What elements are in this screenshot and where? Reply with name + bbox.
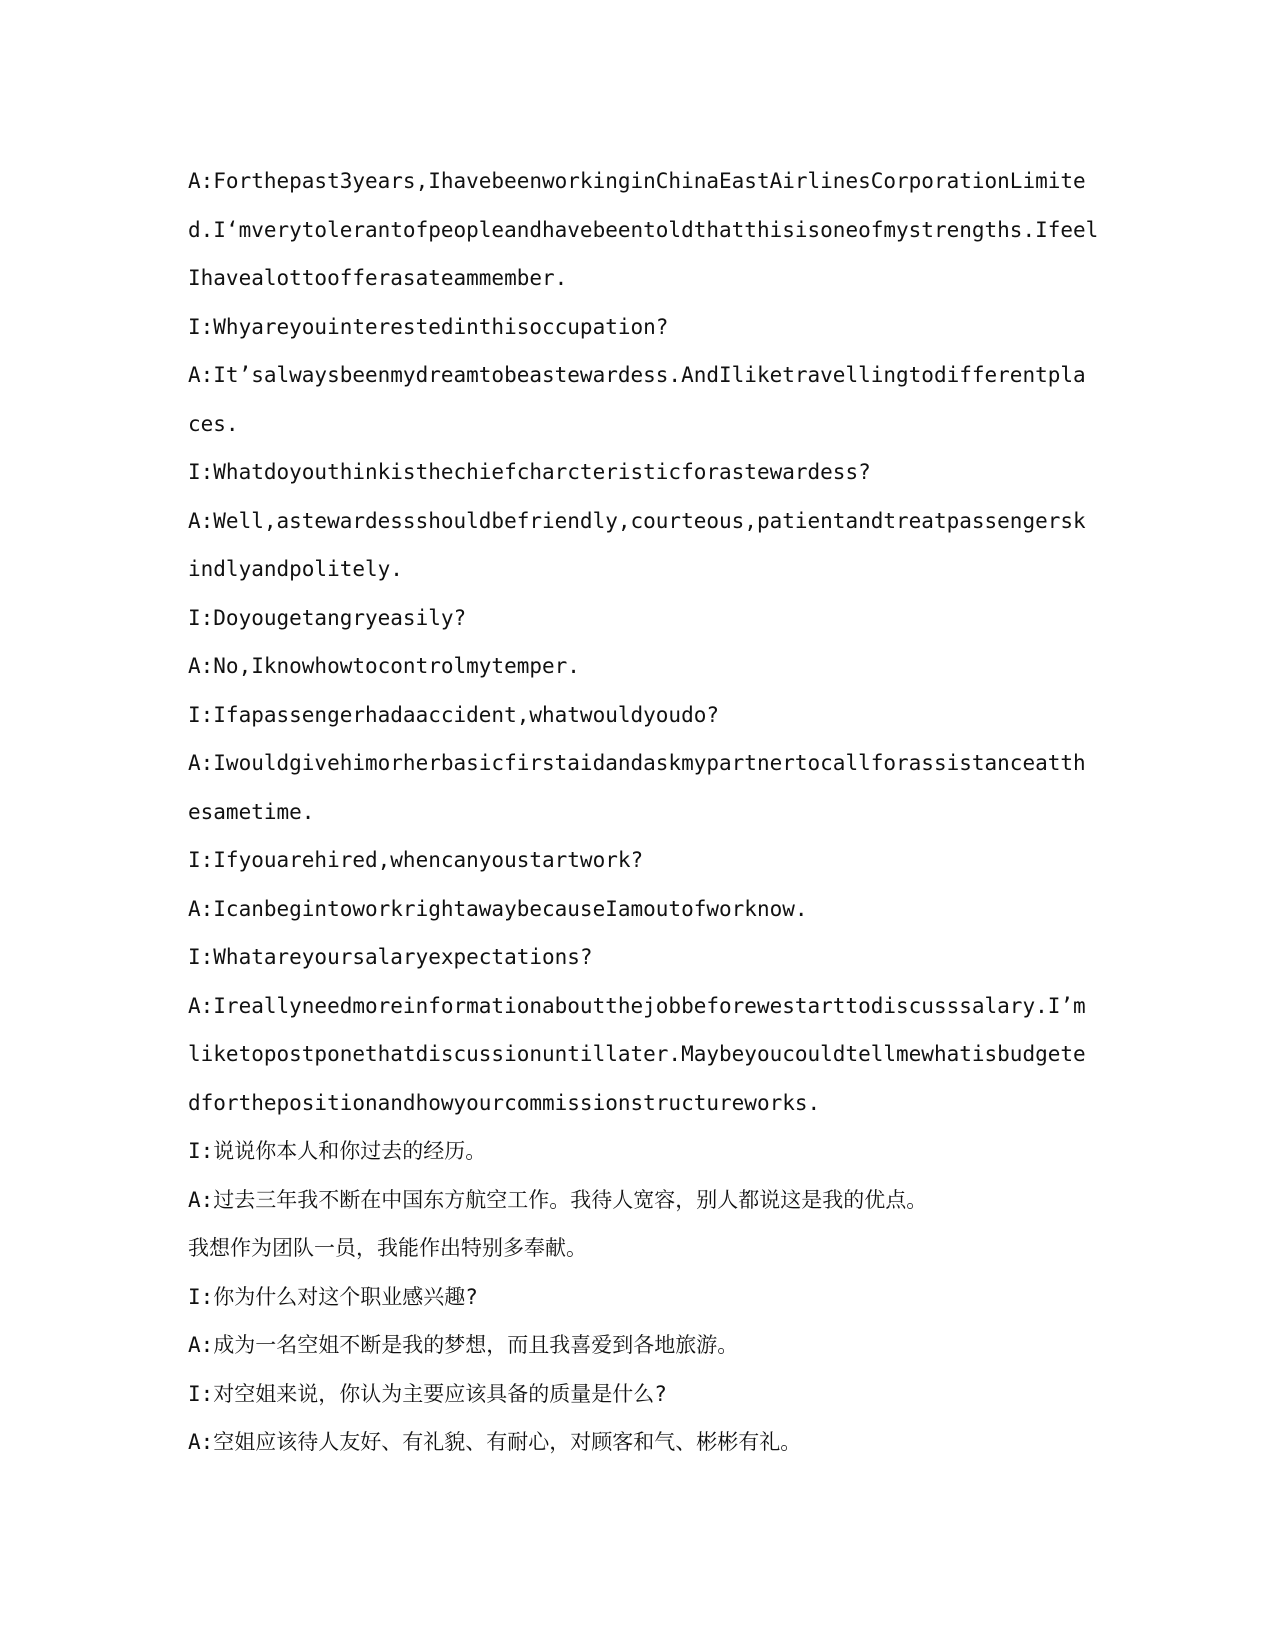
- text-line: A:IcanbegintoworkrightawaybecauseIamoutofworknow.: [188, 896, 808, 921]
- text-line: I:Whatareyoursalaryexpectations?: [188, 945, 593, 969]
- text-line: A:成为一名空姐不断是我的梦想，而且我喜爱到各地旅游。: [188, 1333, 739, 1357]
- text-line: A:Iwouldgivehimorherbasicfirstaidandaskmypartnertocallforassistanceatth: [188, 751, 1086, 775]
- text-line: esametime.: [188, 799, 315, 824]
- text-line: I:Whyareyouinterestedinthisoccupation?: [188, 314, 669, 339]
- text-line: I:对空姐来说，你认为主要应该具备的质量是什么?: [188, 1381, 667, 1406]
- text-line: indlyandpolitely.: [188, 557, 403, 581]
- text-line: A:Well,astewardessshouldbefriendly,courteous,patientandtreatpassengersk: [188, 508, 1086, 533]
- text-line: I:你为什么对这个职业感兴趣?: [188, 1284, 478, 1309]
- text-line: I:Ifapassengerhadaaccident,whatwouldyoudo?: [188, 702, 720, 727]
- text-line: dforthepositionandhowyourcommissionstructureworks.: [188, 1090, 821, 1115]
- text-line: Ihavealottoofferasateammember.: [188, 266, 568, 290]
- text-line: I:Doyougetangryeasily?: [188, 605, 467, 630]
- text-line: A:空姐应该待人友好、有礼貌、有耐心，对顾客和气、彬彬有礼。: [188, 1430, 802, 1454]
- text-line: A:Forthepast3years,IhavebeenworkinginChinaEastAirlinesCorporationLimite: [188, 169, 1086, 193]
- text-line: d.I‘mverytolerantofpeopleandhavebeentoldthatthisisoneofmystrengths.Ifeel: [188, 217, 1099, 242]
- text-line: A:过去三年我不断在中国东方航空工作。我待人宽容，别人都说这是我的优点。: [188, 1187, 928, 1212]
- text-line: A:It’salwaysbeenmydreamtobeastewardess.AndIliketravellingtodifferentpla: [188, 363, 1086, 387]
- dialogue-text: [188, 157, 1099, 1467]
- text-line: A:Ireallyneedmoreinformationaboutthejobbeforewestarttodiscusssalary.I’m: [188, 993, 1086, 1018]
- text-line: I:Ifyouarehired,whencanyoustartwork?: [188, 848, 644, 872]
- text-line: ces.: [188, 411, 239, 436]
- text-line: A:No,Iknowhowtocontrolmytemper.: [188, 654, 580, 678]
- text-line: I:Whatdoyouthinkisthechiefcharcteristicforastewardess?: [188, 460, 871, 484]
- text-line: liketopostponethatdiscussionuntillater.Maybeyoucouldtellmewhatisbudgete: [188, 1042, 1086, 1066]
- text-line: I:说说你本人和你过去的经历。: [188, 1139, 487, 1163]
- text-line: 我想作为团队一员，我能作出特别多奉献。: [188, 1236, 587, 1260]
